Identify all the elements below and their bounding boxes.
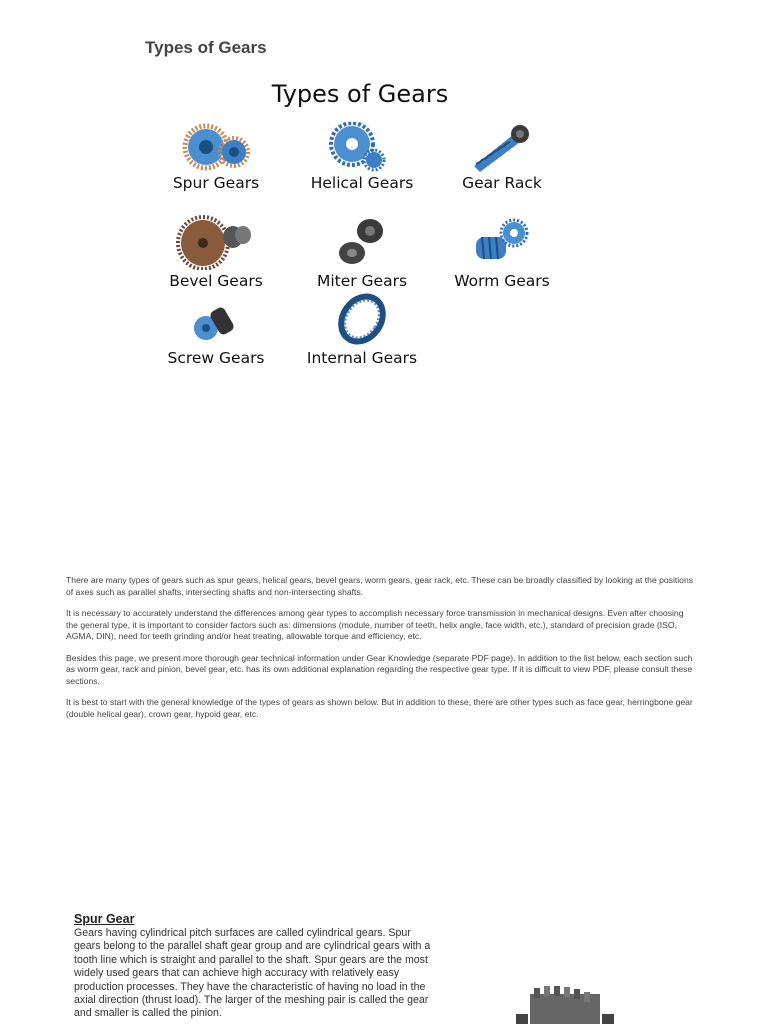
gear-label: Worm Gears <box>454 272 550 290</box>
helical-gear-icon <box>322 122 402 172</box>
gear-item-bevel <box>146 215 286 290</box>
gear-label: Gear Rack <box>462 174 542 192</box>
intro-text <box>66 575 696 730</box>
gear-item-worm <box>432 215 572 290</box>
spur-gear-section <box>74 912 439 1021</box>
intro-paragraph: It is best to start with the general knowledge of the types of gears as shown below. But in addition to these, there are other types such as face gear, herringbone gear (double helical gear), crown gear, hypoid gear, etc. <box>66 697 693 719</box>
gear-item-screw <box>146 302 286 367</box>
intro-paragraph: Besides this page, we present more thorough gear technical information under Gear Knowledge (separate PDF page). In addition to the list below, each section such as worm gear, rack and pinion, bevel gear, etc. has its own additional explanation regarding the respective gear type. If it is difficult to view PDF, please consult these sections. <box>66 652 693 686</box>
gear-types-figure <box>140 70 600 380</box>
worm-gear-icon <box>462 215 542 270</box>
spur-gear-icon <box>176 122 256 172</box>
gear-label: Screw Gears <box>167 349 265 367</box>
gear-item-rack <box>432 122 572 192</box>
intro-paragraph: It is necessary to accurately understand the differences among gear types to accomplish necessary force transmission in mechanical designs. Even after choosing the general type, it is important to consider factors such as: dimensions (module, number of teeth, helix angle, face width, etc.), standard of precision grade (ISO, AGMA, DIN), need for teeth grinding and/or heat treating, allowable torque and efficiency, etc. <box>66 608 684 641</box>
gear-label: Miter Gears <box>316 272 408 290</box>
gear-label: Bevel Gears <box>169 272 263 290</box>
internal-gear-icon <box>322 292 402 347</box>
spur-gear-title: Spur Gear <box>74 912 135 926</box>
gear-rack-icon <box>462 122 542 172</box>
spur-gear-photo <box>510 984 620 1024</box>
gear-item-miter <box>292 215 432 290</box>
gear-label: Helical Gears <box>310 174 414 192</box>
page-heading: Types of Gears <box>145 38 267 57</box>
miter-gear-icon <box>322 215 402 270</box>
bevel-gear-icon <box>171 215 261 270</box>
figure-title: Types of Gears <box>271 80 449 108</box>
intro-paragraph: There are many types of gears such as spur gears, helical gears, bevel gears, worm gears, gear rack, etc. These can be broadly classified by looking at the positions of axes such as parallel shafts, intersecting shafts and non-intersecting shafts. <box>66 575 694 597</box>
gear-label: Internal Gears <box>306 349 418 367</box>
gear-item-internal <box>292 292 432 367</box>
spur-gear-description: Gears having cylindrical pitch surfaces are called cylindrical gears. Spur gears belong to the parallel shaft gear group and are cylindrical gears with a tooth line which is straight and parallel to the shaft. Spur gears are the most widely used gears that can achieve high accuracy with relatively easy production processes. They have the characteristic of having no load in the axial direction (thrust load). The larger of the meshing pair is called the gear and smaller is called the pinion. <box>74 927 431 1020</box>
gear-item-helical <box>292 122 432 192</box>
screw-gear-icon <box>176 302 256 347</box>
gear-item-spur <box>146 122 286 192</box>
gear-label: Spur Gears <box>172 174 260 192</box>
